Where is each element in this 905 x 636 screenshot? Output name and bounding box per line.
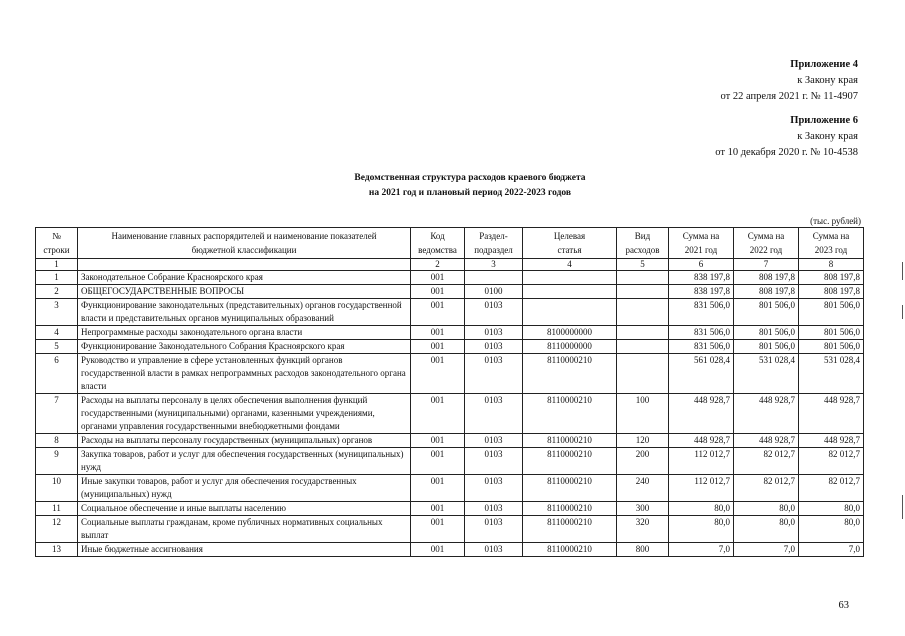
cell-row-number: 7: [36, 394, 78, 434]
scan-edge-mark: [902, 305, 903, 319]
cell-section: 0103: [465, 434, 523, 448]
cell-row-number: 3: [36, 299, 78, 326]
table-row: [36, 543, 864, 557]
cell-expense-type: [617, 299, 669, 326]
appendix-4-heading: Приложение 4: [790, 59, 858, 70]
cell-row-number: 10: [36, 475, 78, 502]
cell-target-article: 8110000000: [523, 340, 617, 354]
cell-name: Социальные выплаты гражданам, кроме публичных нормативных социальных выплат: [78, 516, 411, 543]
cell-sum-2023: 801 506,0: [799, 326, 864, 340]
cell-sum-2022: 808 197,8: [734, 285, 799, 299]
cell-target-article: 8110000210: [523, 354, 617, 394]
cell-expense-type: 120: [617, 434, 669, 448]
cell-sum-2023: 80,0: [799, 502, 864, 516]
cell-dept-code: 001: [411, 354, 465, 394]
cell-sum-2022: 80,0: [734, 516, 799, 543]
header-sum-2022: Сумма на 2022 год: [734, 228, 799, 259]
cell-dept-code: 001: [411, 516, 465, 543]
cell-name: Иные закупки товаров, работ и услуг для обеспечения государственных (муниципальных) нужд: [78, 475, 411, 502]
cell-target-article: 8110000210: [523, 543, 617, 557]
scan-edge-mark: [902, 262, 903, 280]
cell-sum-2021: 112 012,7: [669, 475, 734, 502]
cell-expense-type: [617, 354, 669, 394]
cell-sum-2022: 808 197,8: [734, 271, 799, 285]
cell-sum-2023: 801 506,0: [799, 299, 864, 326]
cell-expense-type: 240: [617, 475, 669, 502]
appendix-6-law-ref: к Закону края: [797, 131, 858, 142]
cell-row-number: 5: [36, 340, 78, 354]
cell-sum-2023: 448 928,7: [799, 434, 864, 448]
cell-target-article: 8110000210: [523, 502, 617, 516]
cell-row-number: 8: [36, 434, 78, 448]
cell-sum-2023: 808 197,8: [799, 271, 864, 285]
cell-sum-2022: 531 028,4: [734, 354, 799, 394]
cell-sum-2023: 7,0: [799, 543, 864, 557]
table-row: [36, 475, 864, 502]
cell-name: Непрограммные расходы законодательного органа власти: [78, 326, 411, 340]
column-number: 3: [465, 259, 523, 271]
cell-dept-code: 001: [411, 434, 465, 448]
appendix-4-law-ref: к Закону края: [797, 75, 858, 86]
table-header-row: [36, 228, 864, 259]
cell-sum-2023: 531 028,4: [799, 354, 864, 394]
cell-section: [465, 271, 523, 285]
cell-row-number: 2: [36, 285, 78, 299]
cell-sum-2023: 82 012,7: [799, 475, 864, 502]
cell-name: Руководство и управление в сфере установленных функций органов государственной власти в рамках непрограммных расходов законодательного органа власти: [78, 354, 411, 394]
cell-section: 0103: [465, 394, 523, 434]
cell-sum-2022: 448 928,7: [734, 394, 799, 434]
column-number: 5: [617, 259, 669, 271]
cell-row-number: 13: [36, 543, 78, 557]
column-number: 4: [523, 259, 617, 271]
column-number: 6: [669, 259, 734, 271]
table-row: [36, 516, 864, 543]
cell-sum-2021: 80,0: [669, 516, 734, 543]
cell-dept-code: 001: [411, 340, 465, 354]
column-number: 1: [36, 259, 78, 271]
cell-name: ОБЩЕГОСУДАРСТВЕННЫЕ ВОПРОСЫ: [78, 285, 411, 299]
cell-expense-type: 100: [617, 394, 669, 434]
header-row-number: № строки: [36, 228, 78, 259]
column-number: [78, 259, 411, 271]
header-name: Наименование главных распорядителей и наименование показателей бюджетной классификации: [78, 228, 411, 259]
header-section: Раздел- подраздел: [465, 228, 523, 259]
cell-dept-code: 001: [411, 394, 465, 434]
table-row: [36, 340, 864, 354]
column-number: 7: [734, 259, 799, 271]
cell-dept-code: 001: [411, 285, 465, 299]
table-row: [36, 299, 864, 326]
cell-sum-2023: 808 197,8: [799, 285, 864, 299]
cell-sum-2022: 448 928,7: [734, 434, 799, 448]
cell-sum-2021: 838 197,8: [669, 271, 734, 285]
table-row: [36, 502, 864, 516]
cell-sum-2023: 801 506,0: [799, 340, 864, 354]
table-body: [36, 259, 864, 557]
cell-name: Социальное обеспечение и иные выплаты населению: [78, 502, 411, 516]
page-number: 63: [838, 600, 849, 611]
column-number: 2: [411, 259, 465, 271]
cell-target-article: [523, 285, 617, 299]
cell-name: Расходы на выплаты персоналу в целях обеспечения выполнения функций государственными (муниципальными) органами, казенными учреждениями, органами управления государственными внебюджетными фондами: [78, 394, 411, 434]
cell-section: 0103: [465, 502, 523, 516]
cell-expense-type: 320: [617, 516, 669, 543]
appendix-6-heading: Приложение 6: [790, 115, 858, 126]
column-number: 8: [799, 259, 864, 271]
cell-sum-2022: 801 506,0: [734, 340, 799, 354]
cell-dept-code: 001: [411, 543, 465, 557]
table-row: [36, 448, 864, 475]
appendix-4-block: [721, 57, 858, 105]
cell-sum-2021: 80,0: [669, 502, 734, 516]
cell-dept-code: 001: [411, 502, 465, 516]
cell-row-number: 1: [36, 271, 78, 285]
cell-section: 0103: [465, 448, 523, 475]
cell-row-number: 6: [36, 354, 78, 394]
cell-expense-type: 800: [617, 543, 669, 557]
cell-target-article: 8110000210: [523, 434, 617, 448]
cell-section: 0103: [465, 326, 523, 340]
cell-dept-code: 001: [411, 475, 465, 502]
cell-expense-type: [617, 285, 669, 299]
table-row: [36, 271, 864, 285]
cell-sum-2021: 838 197,8: [669, 285, 734, 299]
appendix-4-date: от 22 апреля 2021 г. № 11-4907: [720, 91, 858, 102]
cell-target-article: 8100000000: [523, 326, 617, 340]
cell-sum-2022: 82 012,7: [734, 475, 799, 502]
cell-row-number: 4: [36, 326, 78, 340]
cell-section: 0103: [465, 340, 523, 354]
cell-dept-code: 001: [411, 299, 465, 326]
cell-target-article: [523, 271, 617, 285]
cell-sum-2022: 801 506,0: [734, 326, 799, 340]
cell-section: 0103: [465, 543, 523, 557]
cell-sum-2022: 80,0: [734, 502, 799, 516]
cell-sum-2021: 831 506,0: [669, 299, 734, 326]
cell-name: Функционирование Законодательного Собрания Красноярского края: [78, 340, 411, 354]
cell-sum-2022: 82 012,7: [734, 448, 799, 475]
cell-dept-code: 001: [411, 271, 465, 285]
document-title-line1: Ведомственная структура расходов краевого бюджета: [354, 173, 586, 183]
cell-section: 0103: [465, 516, 523, 543]
header-dept-code: Код ведомства: [411, 228, 465, 259]
cell-name: Расходы на выплаты персоналу государственных (муниципальных) органов: [78, 434, 411, 448]
cell-sum-2021: 448 928,7: [669, 434, 734, 448]
cell-section: 0103: [465, 354, 523, 394]
cell-sum-2021: 831 506,0: [669, 340, 734, 354]
scan-edge-mark: [902, 495, 903, 519]
document-title: [260, 171, 680, 201]
header-sum-2021: Сумма на 2021 год: [669, 228, 734, 259]
document-title-line2: на 2021 год и плановый период 2022-2023 годов: [368, 188, 572, 198]
table-row: [36, 326, 864, 340]
header-sum-2023: Сумма на 2023 год: [799, 228, 864, 259]
cell-row-number: 9: [36, 448, 78, 475]
cell-target-article: 8110000210: [523, 394, 617, 434]
cell-section: 0103: [465, 299, 523, 326]
cell-row-number: 12: [36, 516, 78, 543]
cell-sum-2021: 448 928,7: [669, 394, 734, 434]
units-note: (тыс. рублей): [810, 216, 861, 226]
cell-sum-2021: 112 012,7: [669, 448, 734, 475]
cell-name: Иные бюджетные ассигнования: [78, 543, 411, 557]
cell-dept-code: 001: [411, 448, 465, 475]
cell-row-number: 11: [36, 502, 78, 516]
cell-section: 0103: [465, 475, 523, 502]
budget-table: [35, 227, 864, 557]
cell-target-article: 8110000210: [523, 516, 617, 543]
cell-target-article: 8110000210: [523, 448, 617, 475]
cell-sum-2023: 448 928,7: [799, 394, 864, 434]
cell-target-article: [523, 299, 617, 326]
cell-expense-type: 300: [617, 502, 669, 516]
table-row: [36, 354, 864, 394]
cell-sum-2021: 7,0: [669, 543, 734, 557]
cell-target-article: 8110000210: [523, 475, 617, 502]
table-row: [36, 434, 864, 448]
cell-expense-type: 200: [617, 448, 669, 475]
cell-section: 0100: [465, 285, 523, 299]
cell-sum-2021: 831 506,0: [669, 326, 734, 340]
appendix-6-date: от 10 декабря 2020 г. № 10-4538: [715, 147, 858, 158]
cell-expense-type: [617, 326, 669, 340]
cell-sum-2021: 561 028,4: [669, 354, 734, 394]
cell-name: Закупка товаров, работ и услуг для обеспечения государственных (муниципальных) нужд: [78, 448, 411, 475]
header-expense-type: Вид расходов: [617, 228, 669, 259]
appendix-6-block: [715, 113, 858, 161]
cell-dept-code: 001: [411, 326, 465, 340]
cell-expense-type: [617, 340, 669, 354]
table-row: [36, 394, 864, 434]
cell-sum-2023: 82 012,7: [799, 448, 864, 475]
cell-sum-2022: 801 506,0: [734, 299, 799, 326]
cell-sum-2022: 7,0: [734, 543, 799, 557]
cell-expense-type: [617, 271, 669, 285]
cell-name: Функционирование законодательных (представительных) органов государственной власти и представительных органов муниципальных образований: [78, 299, 411, 326]
column-number-row: [36, 259, 864, 271]
table-row: [36, 285, 864, 299]
cell-name: Законодательное Собрание Красноярского края: [78, 271, 411, 285]
header-target-article: Целевая статья: [523, 228, 617, 259]
cell-sum-2023: 80,0: [799, 516, 864, 543]
